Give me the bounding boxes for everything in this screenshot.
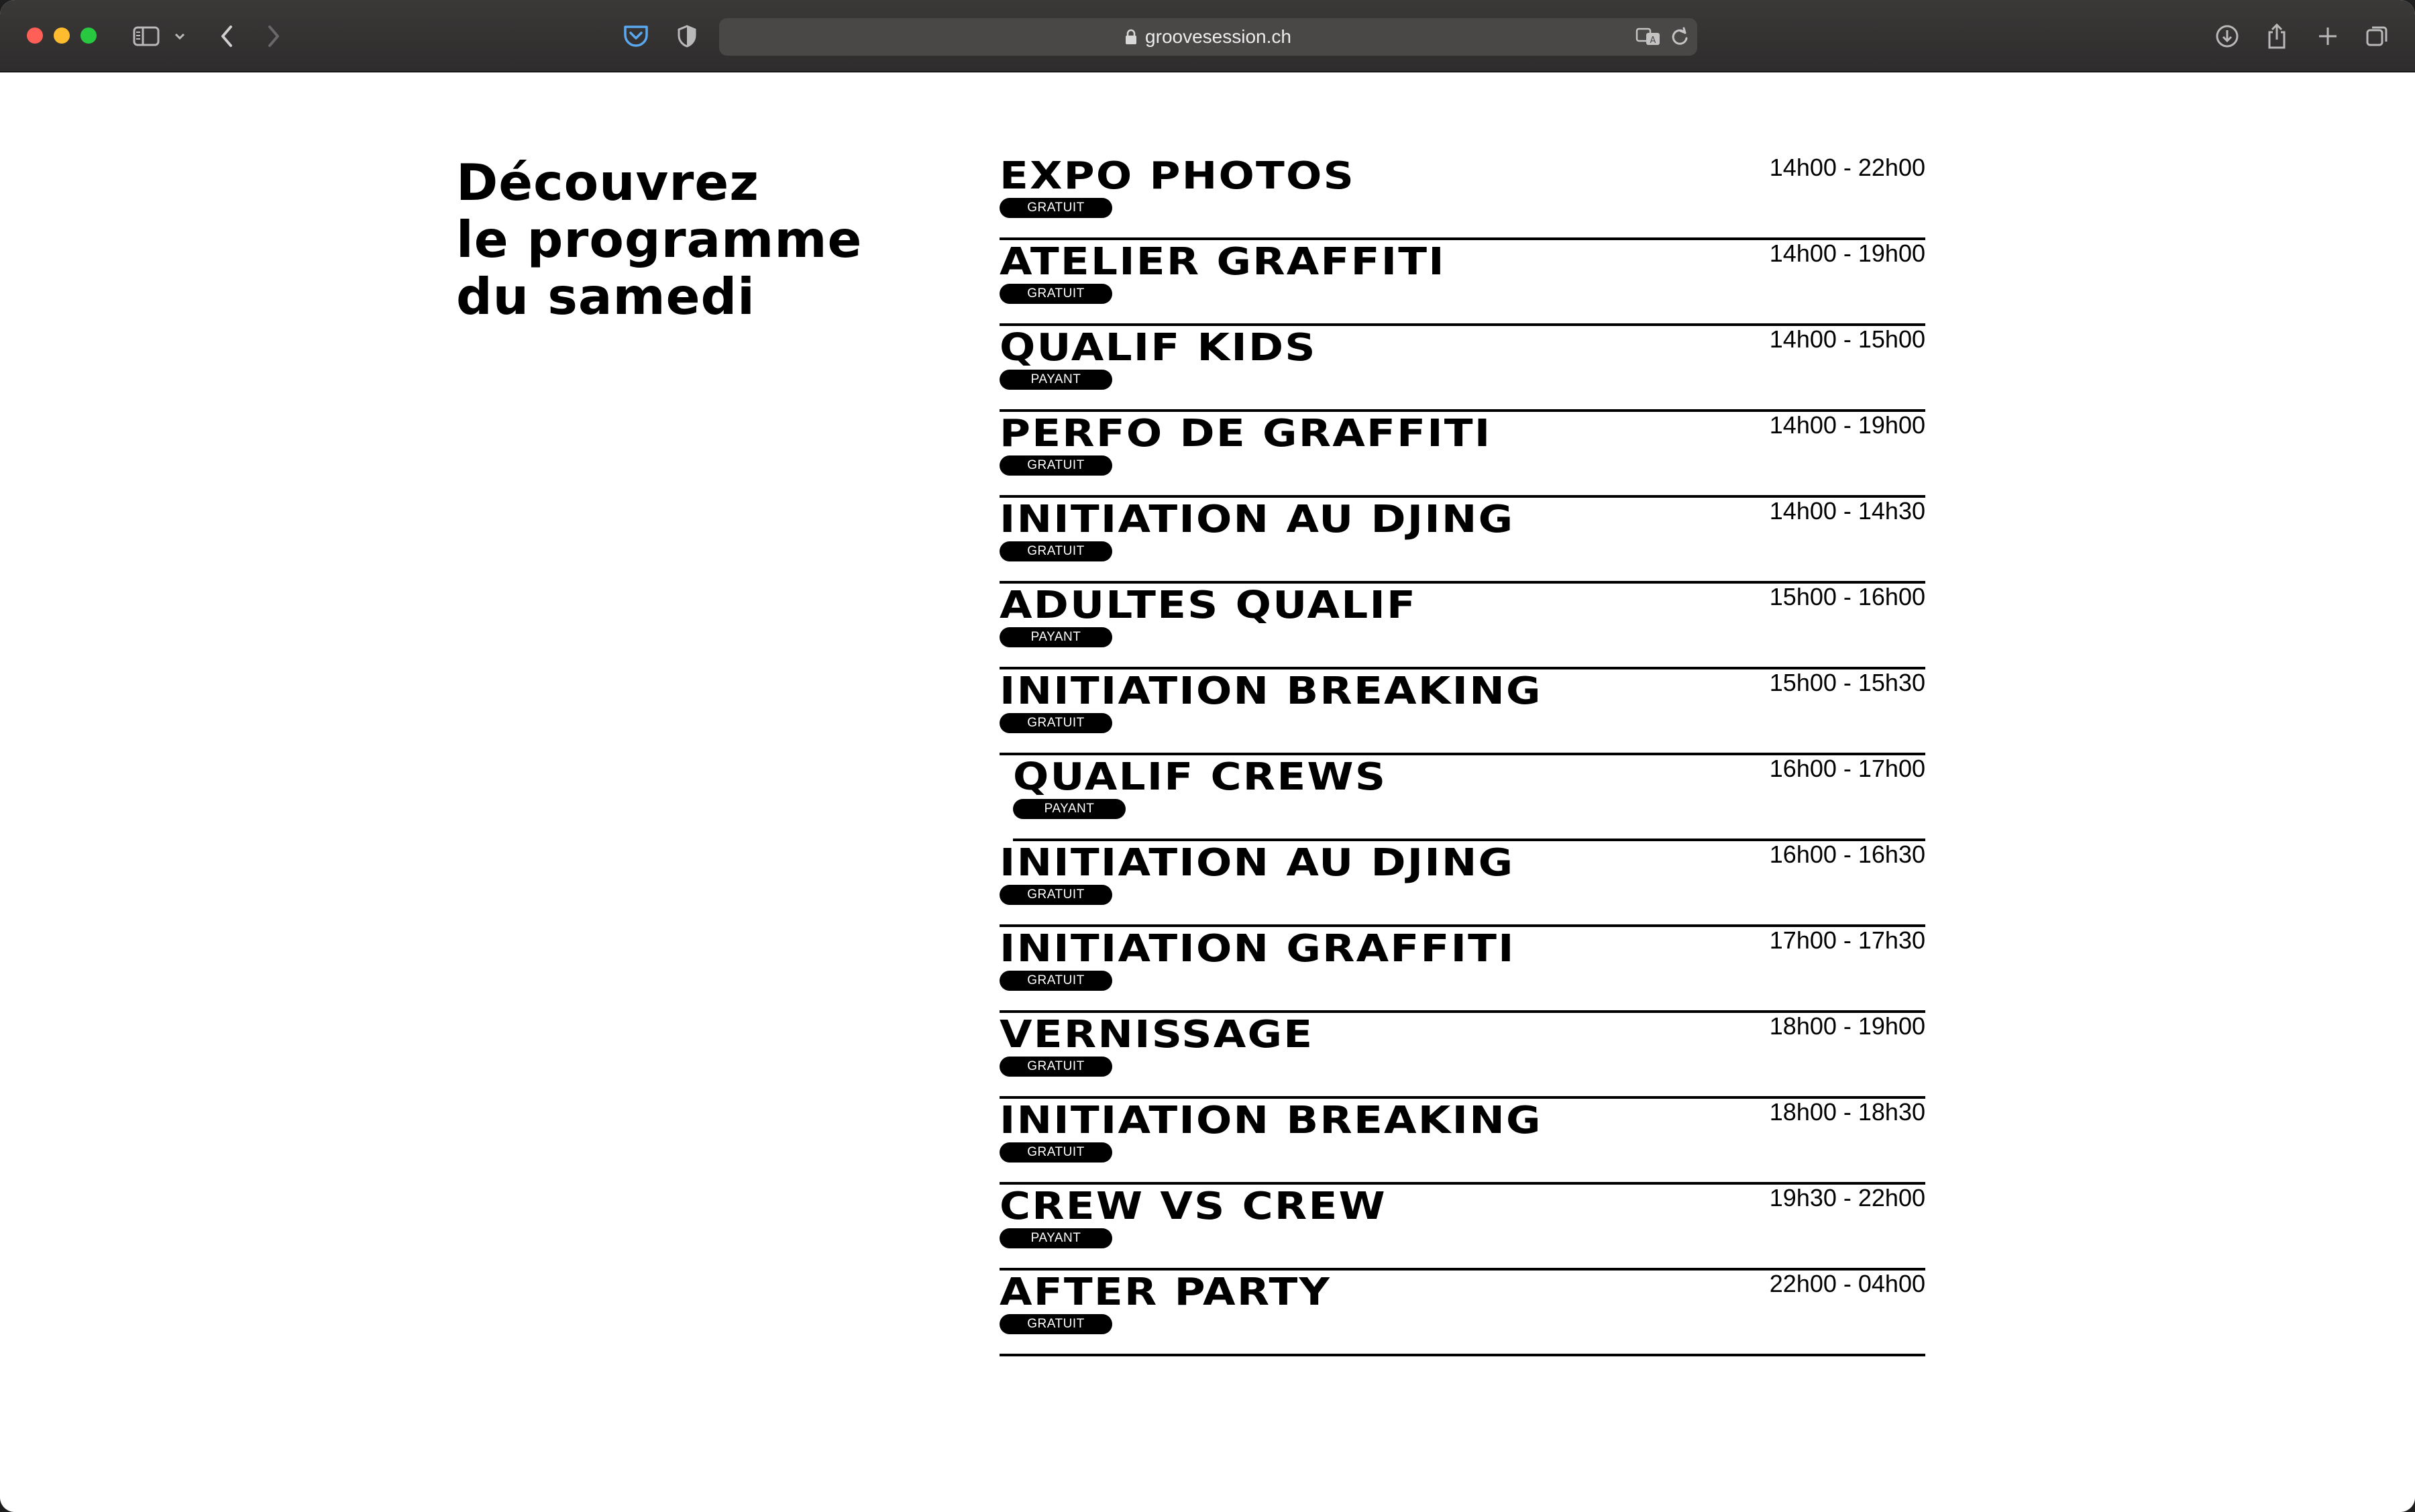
event-time: 14h00 - 15h00 (1769, 325, 1925, 353)
reload-icon[interactable] (1670, 18, 1689, 56)
price-badge: GRATUIT (1000, 971, 1112, 991)
page-heading (456, 154, 979, 325)
event-time: 15h00 - 15h30 (1769, 669, 1925, 696)
program-item[interactable] (1000, 841, 1925, 927)
program-item[interactable] (1000, 240, 1925, 326)
program-item[interactable] (1000, 1185, 1925, 1271)
event-time: 18h00 - 19h00 (1769, 1012, 1925, 1040)
event-title: CREW VS CREW (1000, 1185, 1387, 1228)
event-time: 15h00 - 16h00 (1769, 583, 1925, 610)
program-item[interactable] (1000, 1271, 1925, 1356)
chevron-down-icon[interactable] (172, 20, 188, 52)
svg-text:A: A (1650, 36, 1656, 46)
price-badge: GRATUIT (1000, 1057, 1112, 1077)
event-time: 18h00 - 18h30 (1769, 1098, 1925, 1126)
sidebar-icon[interactable] (127, 20, 165, 52)
event-title: INITIATION AU DJING (1000, 498, 1515, 541)
event-title: PERFO DE GRAFFITI (1000, 412, 1492, 455)
lock-icon (1125, 29, 1137, 45)
event-title: INITIATION GRAFFITI (1000, 927, 1515, 971)
translate-icon[interactable] (1635, 18, 1662, 56)
new-tab-icon[interactable] (2313, 20, 2343, 52)
event-title: QUALIF KIDS (1000, 326, 1317, 370)
price-badge: PAYANT (1000, 1228, 1112, 1248)
event-title: QUALIF CREWS (1013, 755, 1387, 799)
price-badge: GRATUIT (1000, 541, 1112, 561)
event-time: 22h00 - 04h00 (1769, 1270, 1925, 1297)
event-time: 14h00 - 14h30 (1769, 497, 1925, 525)
heading-line: Découvrez (456, 153, 759, 212)
event-time: 19h30 - 22h00 (1769, 1184, 1925, 1211)
price-badge: PAYANT (1000, 370, 1112, 390)
event-time: 14h00 - 22h00 (1769, 154, 1925, 181)
address-bar[interactable] (719, 18, 1697, 56)
event-title: ATELIER GRAFFITI (1000, 240, 1446, 284)
program-item[interactable] (1000, 498, 1925, 584)
share-icon[interactable] (2262, 20, 2292, 52)
program-item[interactable] (1013, 755, 1925, 841)
event-title: VERNISSAGE (1000, 1013, 1314, 1057)
event-time: 14h00 - 19h00 (1769, 411, 1925, 439)
close-window-button[interactable] (27, 28, 43, 44)
price-badge: GRATUIT (1000, 713, 1112, 733)
event-time: 14h00 - 19h00 (1769, 239, 1925, 267)
program-item[interactable] (1000, 326, 1925, 412)
program-item[interactable] (1000, 669, 1925, 755)
heading-line: du samedi (456, 267, 755, 326)
price-badge: GRATUIT (1000, 885, 1112, 905)
price-badge: GRATUIT (1000, 1142, 1112, 1163)
event-title: INITIATION BREAKING (1000, 669, 1542, 713)
web-page (0, 74, 2415, 1512)
price-badge: GRATUIT (1000, 1314, 1112, 1334)
program-item[interactable] (1000, 412, 1925, 498)
pocket-icon[interactable] (620, 20, 652, 52)
address-url: groovesession.ch (1145, 26, 1291, 47)
price-badge: GRATUIT (1000, 198, 1112, 218)
event-title: EXPO PHOTOS (1000, 154, 1356, 198)
tab-overview-icon[interactable] (2363, 20, 2392, 52)
event-title: AFTER PARTY (1000, 1271, 1332, 1314)
zoom-window-button[interactable] (80, 28, 97, 44)
heading-line: le programme (456, 210, 863, 269)
program-item[interactable] (1000, 927, 1925, 1013)
program-item[interactable] (1000, 154, 1925, 240)
program-item[interactable] (1000, 1099, 1925, 1185)
event-title: INITIATION BREAKING (1000, 1099, 1542, 1142)
event-title: INITIATION AU DJING (1000, 841, 1515, 885)
browser-toolbar (0, 0, 2415, 72)
back-icon[interactable] (213, 20, 240, 52)
event-time: 17h00 - 17h30 (1769, 926, 1925, 954)
program-item[interactable] (1000, 584, 1925, 669)
price-badge: GRATUIT (1000, 455, 1112, 476)
price-badge: PAYANT (1000, 627, 1112, 647)
downloads-icon[interactable] (2212, 20, 2242, 52)
event-title: ADULTES QUALIF (1000, 584, 1417, 627)
forward-icon[interactable] (260, 20, 287, 52)
event-time: 16h00 - 17h00 (1769, 755, 1925, 782)
privacy-shield-icon[interactable] (671, 20, 703, 52)
price-badge: PAYANT (1013, 799, 1126, 819)
event-time: 16h00 - 16h30 (1769, 841, 1925, 868)
price-badge: GRATUIT (1000, 284, 1112, 304)
program-list (1000, 154, 1925, 1356)
minimize-window-button[interactable] (54, 28, 70, 44)
program-item[interactable] (1000, 1013, 1925, 1099)
